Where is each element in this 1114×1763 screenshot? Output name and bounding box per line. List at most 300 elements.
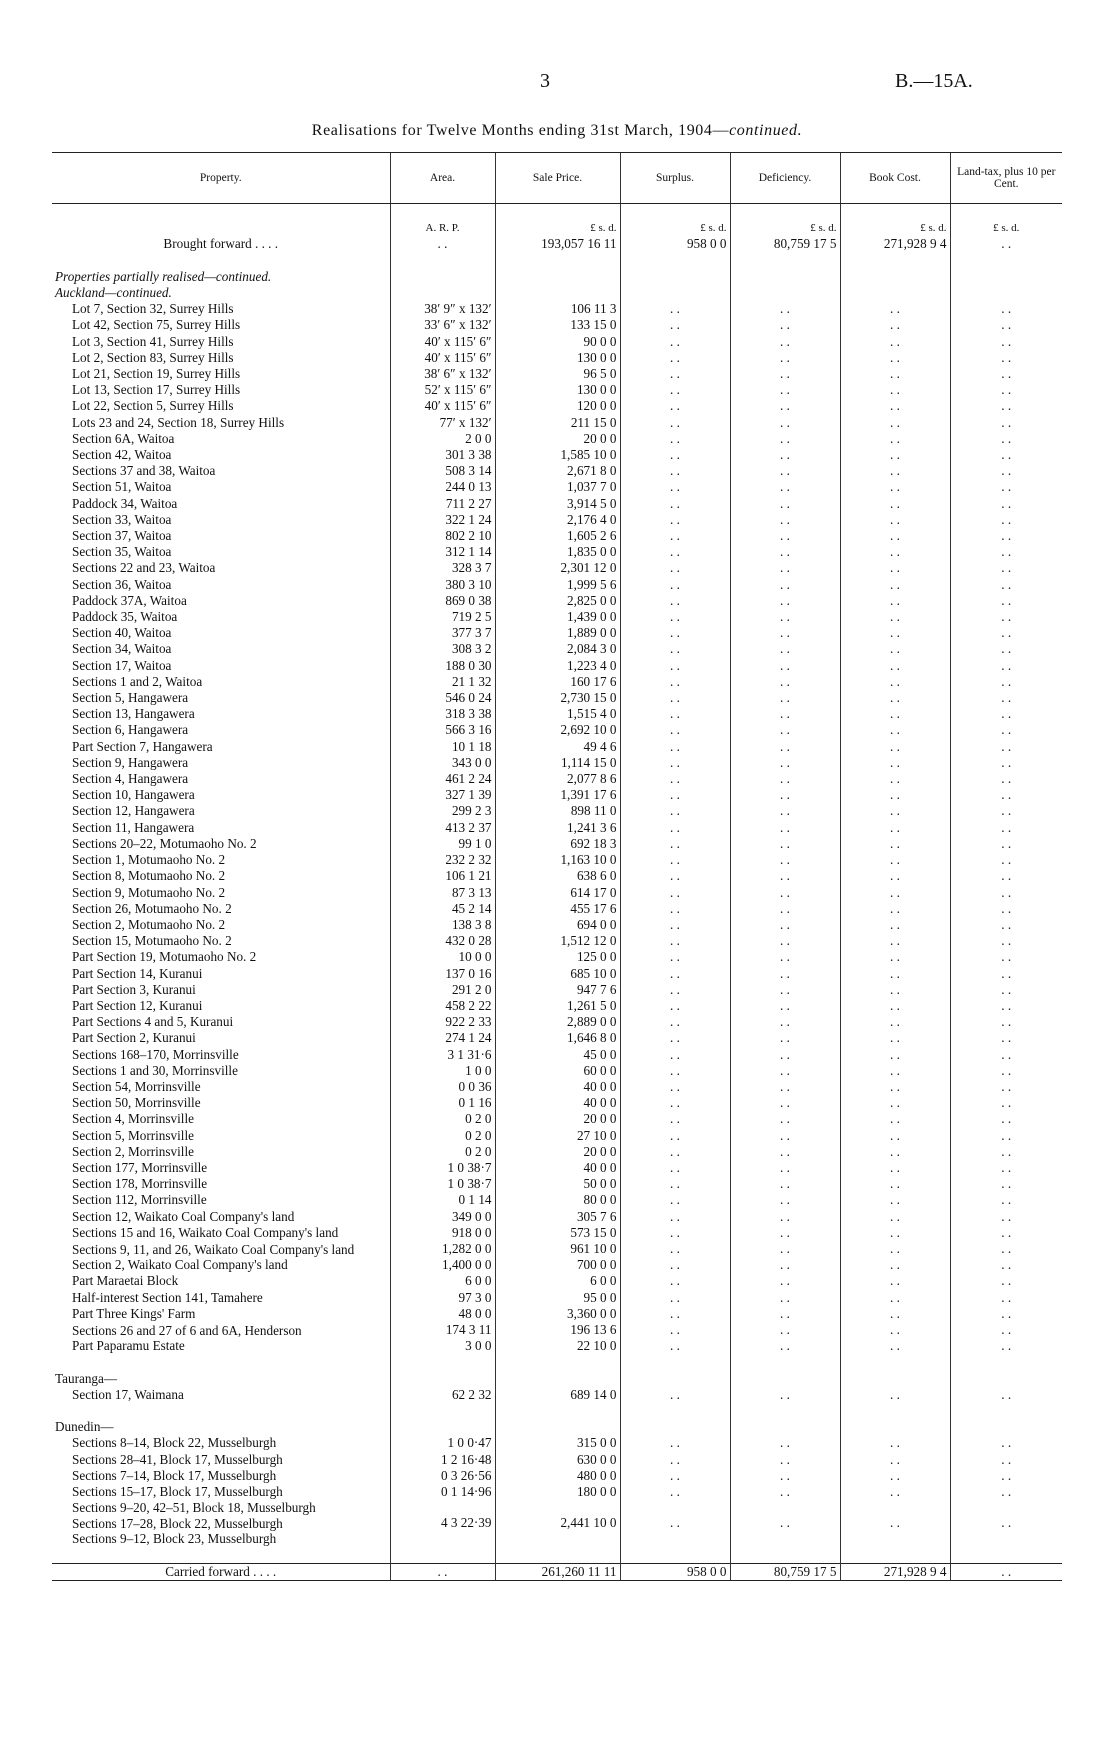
deficiency-cell: . . [730,1452,840,1468]
book-cost-cell: . . [840,398,950,414]
book-cost-cell: . . [840,1306,950,1322]
land-tax-cell: . . [950,901,1062,917]
table-row [52,479,1062,495]
surplus-cell: . . [620,625,730,641]
deficiency-cell: . . [730,366,840,382]
book-cost-cell: . . [840,1387,950,1403]
surplus-cell: . . [620,739,730,755]
surplus-cell: . . [620,1128,730,1144]
sale-price-cell: 1,605 2 6 [495,528,620,544]
empty-cell [495,1371,620,1387]
land-tax-cell: . . [950,787,1062,803]
book-cost-cell: . . [840,1160,950,1176]
property-cell: Section 177, Morrinsville [72,1159,208,1175]
sale-price-cell: 6 0 0 [495,1273,620,1289]
area-cell: 138 3 8 [390,917,495,933]
table-row [52,1225,1062,1241]
area-cell: 1,282 0 0 [390,1241,495,1257]
table-row [52,1306,1062,1322]
property-cell: Section 9, Motumaoho No. 2 [72,884,226,900]
area-cell: 322 1 24 [390,512,495,528]
surplus-cell: . . [620,1063,730,1079]
property-cell: Section 2, Motumaoho No. 2 [72,916,226,932]
table-row [52,496,1062,512]
surplus-cell: . . [620,674,730,690]
empty-cell [390,1403,495,1419]
area-cell: 137 0 16 [390,966,495,982]
table-row [52,1111,1062,1127]
book-cost-cell: . . [840,706,950,722]
table-row [52,1468,1062,1484]
property-cell: Lot 42, Section 75, Surrey Hills [72,317,241,333]
book-cost-cell: . . [840,479,950,495]
book-cost-cell: . . [840,949,950,965]
deficiency-cell: . . [730,1306,840,1322]
book-cost-cell: . . [840,1484,950,1500]
sale-price-cell: 120 0 0 [495,398,620,414]
land-tax-cell: . . [950,479,1062,495]
table-row [52,512,1062,528]
book-cost-cell: . . [840,901,950,917]
deficiency-cell: . . [730,674,840,690]
table-row [52,1160,1062,1176]
spacer-row [52,1354,1062,1370]
deficiency-cell: . . [730,317,840,333]
brought-forward-book-cost: 271,928 9 4 [840,236,950,252]
empty-cell [390,1547,495,1564]
empty-cell [950,1547,1062,1564]
property-cell: Sections 22 and 23, Waitoa [72,560,216,576]
surplus-cell: . . [620,820,730,836]
area-cell: 174 3 11 [390,1322,495,1338]
book-cost-cell: . . [840,1209,950,1225]
surplus-cell: . . [620,415,730,431]
surplus-cell: . . [620,658,730,674]
land-tax-cell: . . [950,836,1062,852]
header-row [52,153,1062,204]
table-row [52,1387,1062,1403]
area-cell: 52′ x 115′ 6″ [390,382,495,398]
table-row [52,350,1062,366]
book-cost-cell: . . [840,1435,950,1451]
sale-price-cell: 1,585 10 0 [495,447,620,463]
sale-price-cell: 685 10 0 [495,966,620,982]
table-row [52,334,1062,350]
deficiency-cell: . . [730,1241,840,1257]
deficiency-cell: . . [730,334,840,350]
land-tax-cell: . . [950,1435,1062,1451]
deficiency-cell: . . [730,868,840,884]
surplus-cell: . . [620,1047,730,1063]
brought-forward-surplus: 958 0 0 [620,236,730,252]
book-cost-cell: . . [840,334,950,350]
property-cell: Section 6, Hangawera [72,722,189,738]
book-cost-cell: . . [840,1452,950,1468]
sale-price-cell: 1,037 7 0 [495,479,620,495]
table-row [52,1452,1062,1468]
land-tax-cell: . . [950,1306,1062,1322]
land-tax-cell: . . [950,625,1062,641]
table-row [52,949,1062,965]
sale-price-cell: 133 15 0 [495,317,620,333]
book-cost-cell: . . [840,917,950,933]
surplus-cell: . . [620,479,730,495]
book-cost-cell: . . [840,933,950,949]
area-cell: 719 2 5 [390,609,495,625]
land-tax-cell: . . [950,350,1062,366]
sale-price-cell: 40 0 0 [495,1079,620,1095]
table-row [52,382,1062,398]
area-cell: 6 0 0 [390,1273,495,1289]
surplus-cell: . . [620,1306,730,1322]
empty-cell [620,1371,730,1387]
book-cost-cell: . . [840,852,950,868]
deficiency-cell: . . [730,706,840,722]
table-row [52,917,1062,933]
table-row [52,787,1062,803]
surplus-cell: . . [620,901,730,917]
surplus-cell: . . [620,1192,730,1208]
carried-forward-land-tax: . . [950,1563,1062,1580]
property-cell: Section 9, Hangawera [72,754,189,770]
sale-price-cell: 45 0 0 [495,1047,620,1063]
table-row [52,739,1062,755]
land-tax-cell: . . [950,1209,1062,1225]
property-cell: Sections 37 and 38, Waitoa [72,463,216,479]
surplus-cell: . . [620,917,730,933]
property-cell: Section 34, Waitoa [72,641,172,657]
property-cell: Section 8, Motumaoho No. 2 [72,868,226,884]
deficiency-cell: . . [730,1160,840,1176]
deficiency-cell: . . [730,382,840,398]
table-row [52,836,1062,852]
book-cost-cell: . . [840,1111,950,1127]
property-cell: Paddock 37A, Waitoa [72,592,187,608]
land-tax-cell: . . [950,301,1062,317]
sale-price-cell: 96 5 0 [495,366,620,382]
property-cell: Half-interest Section 141, Tamahere [72,1289,263,1305]
table-row [52,1192,1062,1208]
empty-cell [950,1403,1062,1419]
area-cell: 1 0 38·7 [390,1160,495,1176]
surplus-cell: . . [620,771,730,787]
sale-price-cell: 1,835 0 0 [495,544,620,560]
property-cell: Section 42, Waitoa [72,447,172,463]
property-cell: Sections 1 and 30, Morrinsville [72,1062,238,1078]
book-cost-cell: . . [840,1144,950,1160]
area-cell: 4 3 22·39 [390,1500,495,1547]
deficiency-cell: . . [730,1192,840,1208]
col-sale-price: Sale Price. [495,153,620,204]
deficiency-cell: . . [730,1290,840,1306]
surplus-cell: . . [620,1225,730,1241]
property-cell: Section 10, Hangawera [72,787,195,803]
table-row [52,544,1062,560]
land-tax-cell: . . [950,496,1062,512]
deficiency-cell: . . [730,949,840,965]
land-tax-cell: . . [950,415,1062,431]
land-tax-cell: . . [950,949,1062,965]
table-row [52,431,1062,447]
table-row [52,1144,1062,1160]
area-cell: 38′ 9″ x 132′ [390,301,495,317]
area-cell: 461 2 24 [390,771,495,787]
table-row [52,771,1062,787]
col-deficiency: Deficiency. [730,153,840,204]
brought-forward-price: 193,057 16 11 [495,236,620,252]
deficiency-cell: . . [730,625,840,641]
book-cost-cell: . . [840,415,950,431]
property-cell: Lot 21, Section 19, Surrey Hills [72,366,241,381]
area-units: A. R. P. [390,220,495,236]
book-cost-cell: . . [840,1192,950,1208]
book-cost-cell: . . [840,512,950,528]
surplus-cell: . . [620,803,730,819]
area-cell: 0 1 14·96 [390,1484,495,1500]
surplus-cell: . . [620,836,730,852]
surplus-cell: . . [620,301,730,317]
property-cell: Sections 26 and 27 of 6 and 6A, Henderson [72,1322,302,1338]
deficiency-cell: . . [730,1500,840,1547]
land-tax-cell: . . [950,852,1062,868]
area-cell: 33′ 6″ x 132′ [390,317,495,333]
dunedin-heading [52,1419,1062,1435]
property-cell: Section 5, Hangawera [72,690,189,706]
sale-price-cell: 80 0 0 [495,1192,620,1208]
property-cell: Lot 13, Section 17, Surrey Hills [72,382,241,398]
area-cell: 87 3 13 [390,885,495,901]
sale-price-cell: 90 0 0 [495,334,620,350]
deficiency-cell: . . [730,1484,840,1500]
table-row [52,658,1062,674]
surplus-cell: . . [620,1079,730,1095]
surplus-cell: . . [620,1500,730,1547]
table-row [52,755,1062,771]
table-row [52,885,1062,901]
book-cost-cell: . . [840,1500,950,1547]
deficiency-cell: . . [730,966,840,982]
carried-forward-surplus: 958 0 0 [620,1563,730,1580]
area-cell: 274 1 24 [390,1030,495,1046]
book-cost-cell: . . [840,739,950,755]
book-cost-cell: . . [840,982,950,998]
property-cell: Section 36, Waitoa [72,576,172,592]
land-tax-cell: . . [950,1063,1062,1079]
land-tax-cell: . . [950,1273,1062,1289]
sale-price-cell: 1,515 4 0 [495,706,620,722]
land-tax-cell: . . [950,690,1062,706]
empty-cell [730,1547,840,1564]
book-cost-cell: . . [840,1030,950,1046]
area-cell: 922 2 33 [390,1014,495,1030]
book-cost-cell: . . [840,1176,950,1192]
carried-forward-row [52,1563,1062,1580]
surplus-cell: . . [620,1209,730,1225]
spacer-row [52,1547,1062,1564]
deficiency-cell: . . [730,301,840,317]
deficiency-cell: . . [730,1095,840,1111]
land-tax-cell: . . [950,885,1062,901]
surplus-cell: . . [620,398,730,414]
land-tax-cell: . . [950,933,1062,949]
table-row [52,966,1062,982]
table-row [52,1338,1062,1354]
empty-cell [840,1354,950,1370]
sale-price-cell: 49 4 6 [495,739,620,755]
property-cell-group [52,1500,390,1547]
sale-price-cell: 1,241 3 6 [495,820,620,836]
area-cell: 308 3 2 [390,641,495,657]
area-cell: 343 0 0 [390,755,495,771]
area-cell: 10 1 18 [390,739,495,755]
deficiency-cell: . . [730,1257,840,1273]
units-row [52,220,1062,236]
book-cost-cell: . . [840,1468,950,1484]
land-tax-cell: . . [950,1225,1062,1241]
surplus-cell: . . [620,1387,730,1403]
land-tax-cell: . . [950,966,1062,982]
book-cost-cell: . . [840,544,950,560]
table-row [52,1435,1062,1451]
land-tax-cell: . . [950,658,1062,674]
surplus-cell: . . [620,755,730,771]
deficiency-cell: . . [730,852,840,868]
land-tax-cell: . . [950,447,1062,463]
property-cell: Part Section 12, Kuranui [72,997,203,1013]
area-cell: 1 0 0 [390,1063,495,1079]
land-tax-cell: . . [950,366,1062,382]
sale-price-cell: 1,163 10 0 [495,852,620,868]
realisations-table [52,152,1062,1581]
sale-price-cell: 2,671 8 0 [495,463,620,479]
property-cell: Lot 3, Section 41, Surrey Hills [72,333,234,349]
land-tax-cell: . . [950,1014,1062,1030]
surplus-cell: . . [620,1030,730,1046]
table-row [52,625,1062,641]
book-cost-cell: . . [840,1079,950,1095]
table-row [52,1128,1062,1144]
area-cell: 3 0 0 [390,1338,495,1354]
property-cell: Lot 22, Section 5, Surrey Hills [72,398,234,414]
book-cost-cell: . . [840,868,950,884]
sale-price-cell: 2,692 10 0 [495,722,620,738]
table-row [52,641,1062,657]
deficiency-cell: . . [730,658,840,674]
surplus-cell: . . [620,1144,730,1160]
property-cell: Sections 168–170, Morrinsville [72,1046,239,1062]
surplus-cell: . . [620,512,730,528]
area-cell: 244 0 13 [390,479,495,495]
empty-cell [495,1403,620,1419]
book-cost-cell: . . [840,1257,950,1273]
book-cost-cell: . . [840,1241,950,1257]
land-tax-cell: . . [950,1500,1062,1547]
empty-cell [620,1403,730,1419]
land-tax-cell: . . [950,820,1062,836]
property-cell: Section 4, Morrinsville [72,1111,194,1127]
deficiency-cell: . . [730,1435,840,1451]
sale-price-cell: 961 10 0 [495,1241,620,1257]
deficiency-cell: . . [730,1468,840,1484]
table-row [52,998,1062,1014]
property-cell: Section 11, Hangawera [72,819,195,835]
sale-price-cell: 694 0 0 [495,917,620,933]
sale-price-cell: 700 0 0 [495,1257,620,1273]
table-row [52,528,1062,544]
area-cell: 3 1 31·6 [390,1047,495,1063]
carried-forward-deficiency: 80,759 17 5 [730,1563,840,1580]
property-cell: Sections 15–17, Block 17, Musselburgh [72,1483,283,1499]
sale-price-cell: 130 0 0 [495,382,620,398]
area-cell: 45 2 14 [390,901,495,917]
land-tax-cell: . . [950,593,1062,609]
property-cell: Lot 7, Section 32, Surrey Hills [72,301,234,317]
region-heading: Auckland—continued. [55,284,172,300]
area-cell: 188 0 30 [390,658,495,674]
empty-cell [495,1354,620,1370]
brought-forward-deficiency: 80,759 17 5 [730,236,840,252]
property-cell: Part Three Kings' Farm [72,1305,196,1321]
surplus-cell: . . [620,868,730,884]
area-cell: 508 3 14 [390,463,495,479]
book-cost-cell: . . [840,690,950,706]
book-cost-cell: . . [840,350,950,366]
sale-price-cell: 106 11 3 [495,301,620,317]
property-cell: Section 112, Morrinsville [72,1192,207,1208]
book-cost-cell: . . [840,674,950,690]
deficiency-cell: . . [730,350,840,366]
table-row [52,447,1062,463]
sale-price-cell: 22 10 0 [495,1338,620,1354]
property-cell: Lot 2, Section 83, Surrey Hills [72,349,234,365]
tauranga-heading-label: Tauranga— [55,1370,118,1386]
land-tax-cell: . . [950,463,1062,479]
surplus-cell: . . [620,496,730,512]
land-tax-cell: . . [950,1257,1062,1273]
empty-cell [620,1547,730,1564]
property-cell: Part Sections 4 and 5, Kuranui [72,1014,234,1030]
deficiency-cell: . . [730,528,840,544]
property-cell: Part Section 7, Hangawera [72,738,213,754]
page-number: 3 [540,70,550,92]
area-cell: 802 2 10 [390,528,495,544]
table-row [52,1290,1062,1306]
table-row [52,852,1062,868]
table-row [52,593,1062,609]
surplus-cell: . . [620,528,730,544]
land-tax-cell: . . [950,544,1062,560]
land-tax-cell: . . [950,1290,1062,1306]
table-row [52,1079,1062,1095]
deficiency-cell: . . [730,771,840,787]
sale-price-cell: 689 14 0 [495,1387,620,1403]
property-cell: Part Maraetai Block [72,1273,179,1289]
surplus-cell: . . [620,577,730,593]
table-row [52,560,1062,576]
land-tax-cell: . . [950,739,1062,755]
book-cost-cell: . . [840,658,950,674]
area-cell: 432 0 28 [390,933,495,949]
land-tax-cell: . . [950,1144,1062,1160]
property-cell: Part Section 19, Motumaoho No. 2 [72,949,257,965]
property-cell: Sections 20–22, Motumaoho No. 2 [72,835,257,851]
sale-price-cell: 50 0 0 [495,1176,620,1192]
property-cell: Section 13, Hangawera [72,706,195,722]
empty-cell [950,1371,1062,1387]
book-cost-cell: . . [840,625,950,641]
table-row [52,301,1062,317]
deficiency-cell: . . [730,739,840,755]
